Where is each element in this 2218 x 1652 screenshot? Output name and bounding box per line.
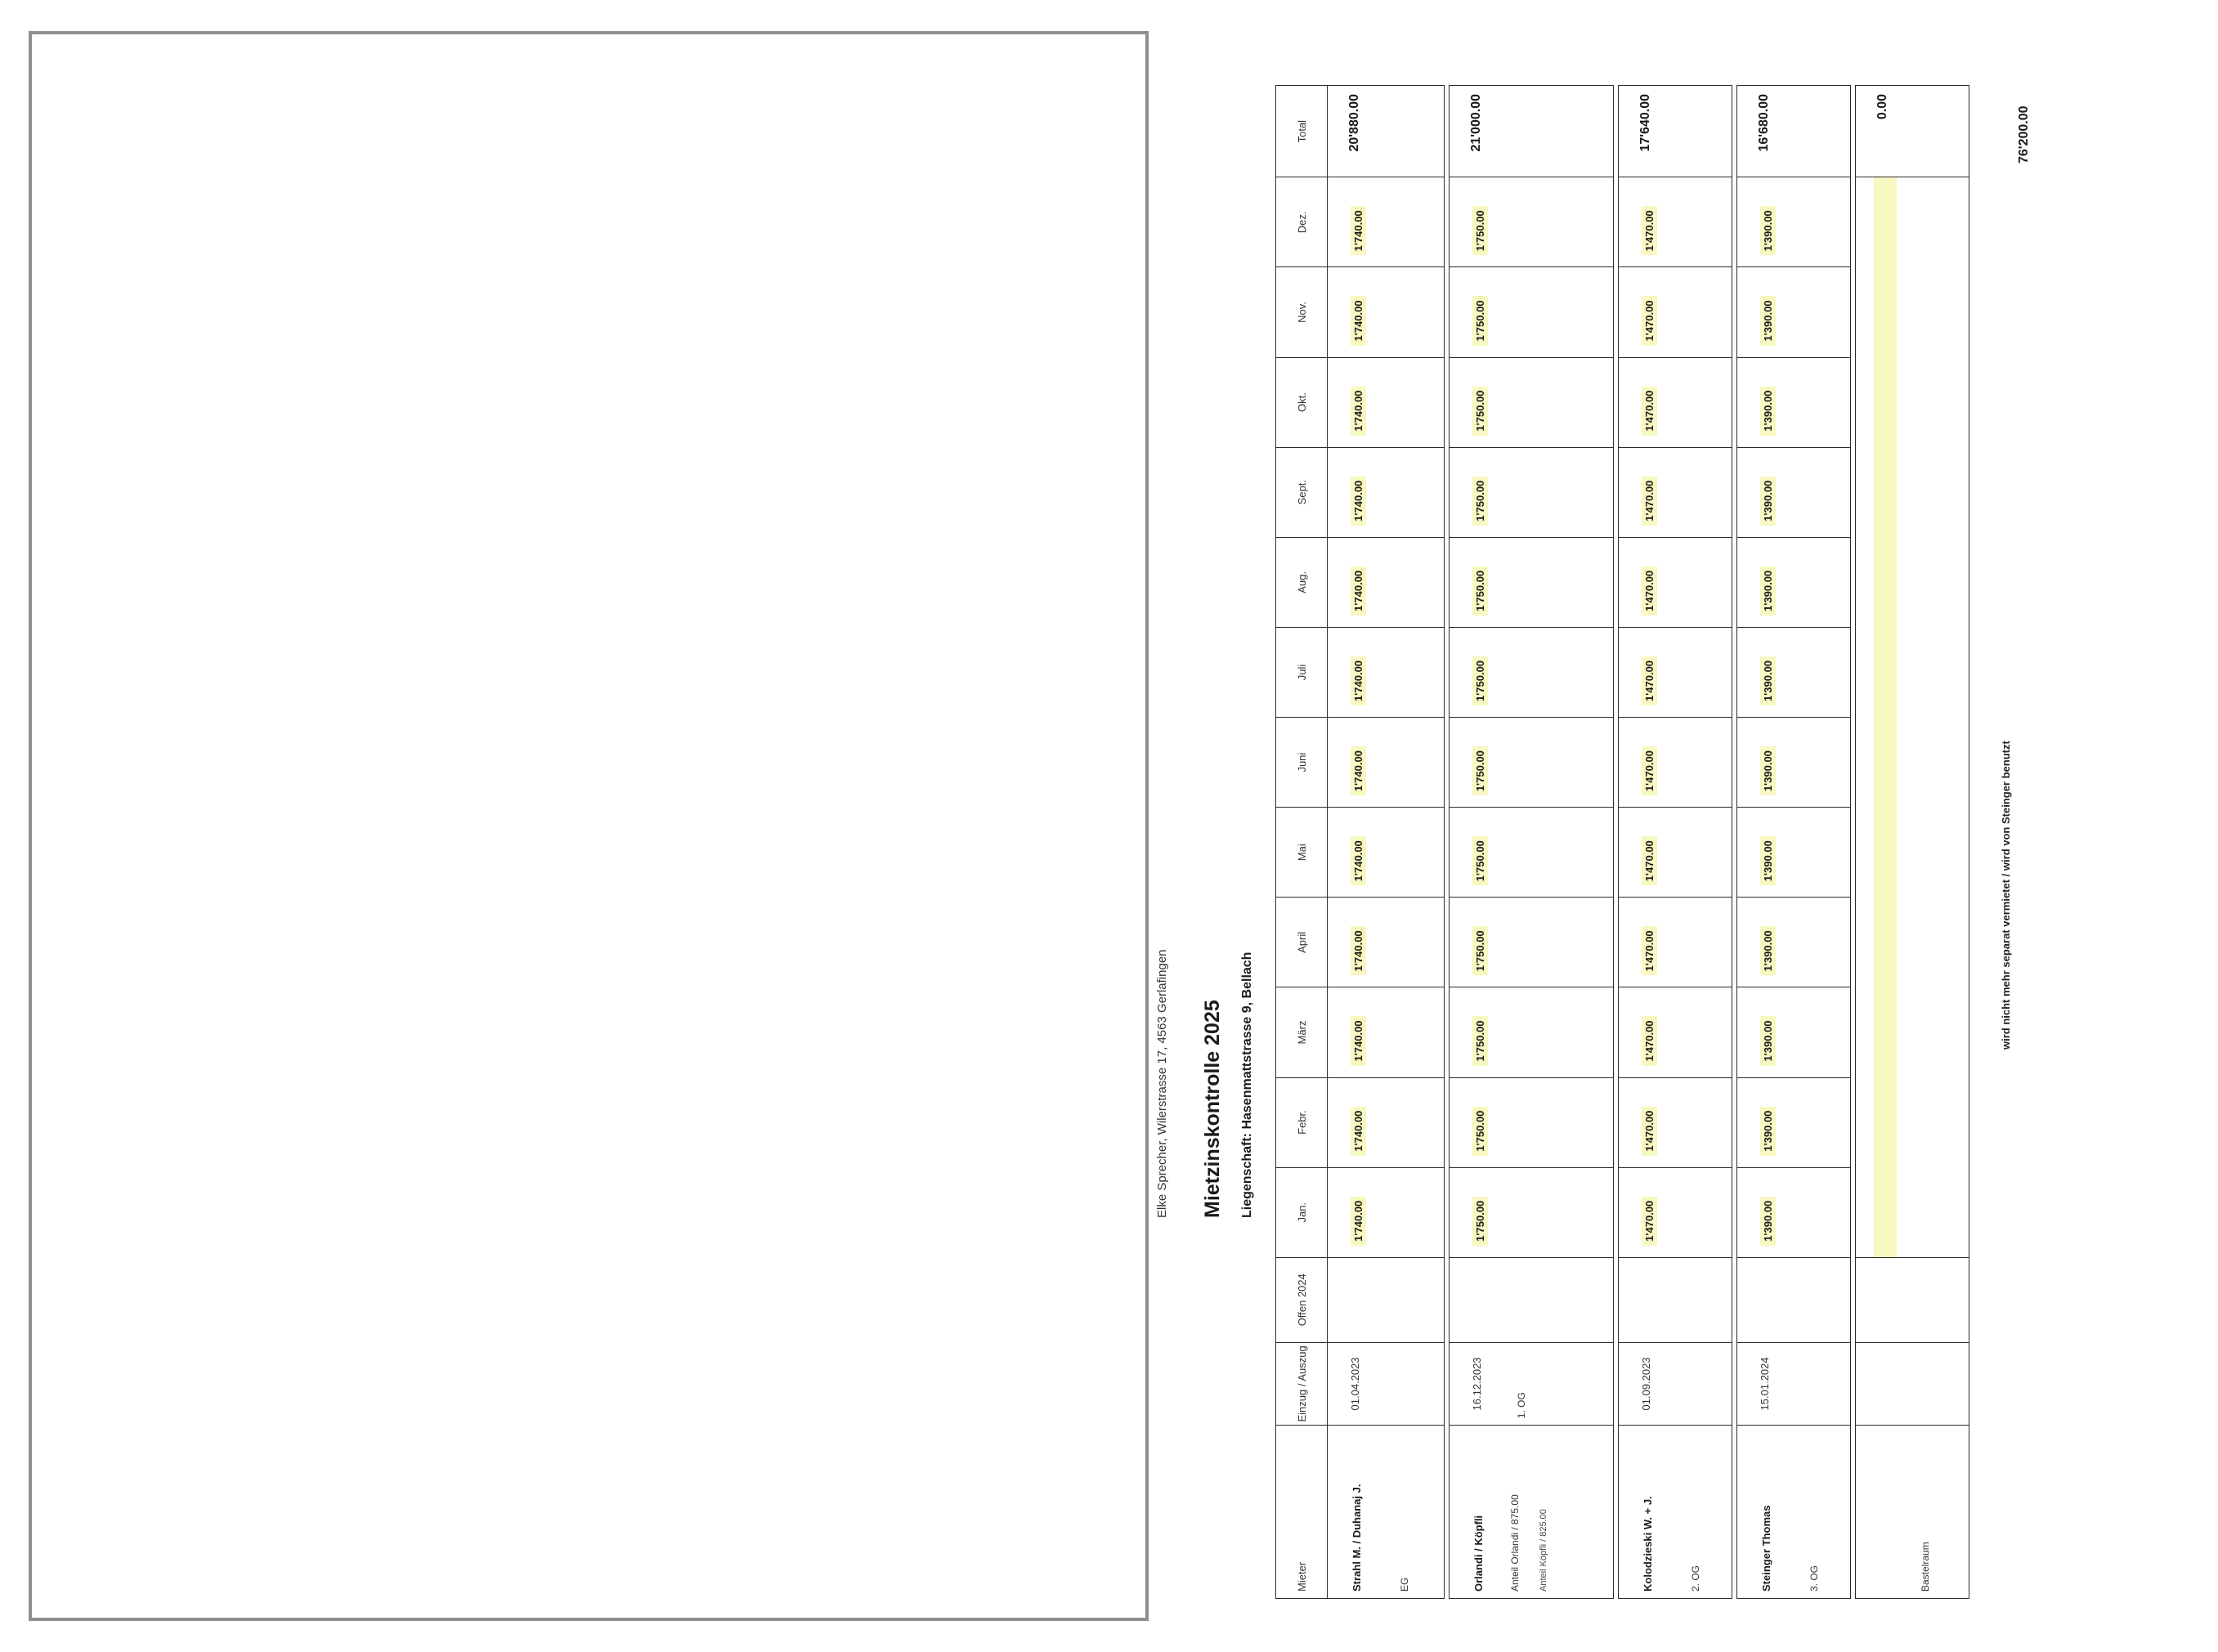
date-cell (1450, 1342, 1614, 1426)
month-value: 1'740.00 (1351, 656, 1366, 705)
month-cell (1328, 447, 1445, 537)
page-frame (29, 31, 2031, 1621)
tenant-share: Anteil Köpfli / 825.00 (1539, 1509, 1548, 1592)
col-mar: März (1276, 987, 1328, 1077)
month-cell (1328, 1167, 1445, 1257)
month-cell (1737, 898, 1851, 987)
month-cell (1737, 267, 1851, 357)
month-value: 1'390.00 (1760, 296, 1776, 345)
month-cell (1619, 177, 1732, 267)
month-cell (1450, 898, 1614, 987)
bastelraum-note: wird nicht mehr separat vermietet / wird von Steinger benutzt (2000, 741, 2012, 1050)
month-cell (1619, 1077, 1732, 1167)
month-cell (1450, 627, 1614, 717)
row-total: 16'680.00 (1737, 86, 1851, 177)
tenant-share: Anteil Orlandi / 875.00 (1509, 1494, 1521, 1592)
col-jun: Juni (1276, 718, 1328, 808)
tenant-cell (1856, 1426, 1969, 1599)
date-cell (1856, 1342, 1969, 1426)
table-row (1737, 86, 1851, 1599)
offen-cell (1619, 1257, 1732, 1342)
month-cell (1450, 987, 1614, 1077)
header-row (1276, 86, 1328, 1599)
month-value: 1'740.00 (1351, 1107, 1366, 1156)
col-jul: Juli (1276, 627, 1328, 717)
month-cell (1619, 267, 1732, 357)
tenant-name: Kolodzieski W. + J. (1642, 1496, 1654, 1592)
month-value: 1'750.00 (1472, 656, 1488, 705)
month-cell (1328, 987, 1445, 1077)
row-total: 21'000.00 (1450, 86, 1614, 177)
tenant-name: Steinger Thomas (1760, 1505, 1772, 1592)
tenant-cell (1450, 1426, 1614, 1599)
month-value: 1'390.00 (1760, 1197, 1776, 1246)
tenant-name: Strahl M. / Duhanaj J. (1351, 1484, 1363, 1592)
col-dec: Dez. (1276, 177, 1328, 267)
rotated-page (1155, 44, 2218, 1618)
table-row (1856, 86, 1969, 1599)
month-cell (1450, 1077, 1614, 1167)
month-value: 1'740.00 (1351, 1197, 1366, 1246)
month-cell (1737, 357, 1851, 447)
offen-cell (1737, 1257, 1851, 1342)
month-value: 1'470.00 (1642, 1016, 1657, 1065)
tenant-cell (1328, 1426, 1445, 1599)
month-value: 1'390.00 (1760, 566, 1776, 616)
month-cell (1737, 177, 1851, 267)
month-cell (1737, 987, 1851, 1077)
month-value: 1'740.00 (1351, 836, 1366, 885)
col-nov: Nov. (1276, 267, 1328, 357)
month-value: 1'470.00 (1642, 1197, 1657, 1246)
row-total: 20'880.00 (1328, 86, 1445, 177)
sender-address: Elke Sprecher, Wilerstrasse 17, 4563 Gerlafingen (1155, 949, 1169, 1218)
rent-table (1275, 85, 1969, 1599)
date-cell (1619, 1342, 1732, 1426)
month-value: 1'740.00 (1351, 387, 1366, 436)
table-row (1328, 86, 1445, 1599)
month-value: 1'470.00 (1642, 656, 1657, 705)
month-cell (1737, 1167, 1851, 1257)
table-row (1450, 86, 1614, 1599)
col-einzug: Einzug / Auszug (1276, 1342, 1328, 1426)
month-value: 1'740.00 (1351, 1016, 1366, 1065)
month-value: 1'740.00 (1351, 477, 1366, 526)
col-mieter: Mieter (1276, 1426, 1328, 1599)
month-cell (1619, 447, 1732, 537)
month-cell (1328, 267, 1445, 357)
month-value: 1'470.00 (1642, 477, 1657, 526)
col-may: Mai (1276, 808, 1328, 898)
month-value: 1'390.00 (1760, 746, 1776, 795)
month-cell (1450, 537, 1614, 627)
unused-month-cells (1856, 177, 1969, 1258)
month-cell (1619, 357, 1732, 447)
col-sep: Sept. (1276, 447, 1328, 537)
move-date: 16.12.2023 (1471, 1357, 1483, 1411)
month-cell (1328, 1077, 1445, 1167)
month-value: 1'390.00 (1760, 477, 1776, 526)
month-cell (1450, 718, 1614, 808)
table-row (1619, 86, 1732, 1599)
month-cell (1737, 447, 1851, 537)
month-value: 1'750.00 (1472, 387, 1488, 436)
month-value: 1'750.00 (1472, 566, 1488, 616)
month-value: 1'740.00 (1351, 926, 1366, 975)
month-value: 1'470.00 (1642, 836, 1657, 885)
month-value: 1'750.00 (1472, 926, 1488, 975)
move-date: 15.01.2024 (1759, 1357, 1771, 1411)
month-value: 1'470.00 (1642, 1107, 1657, 1156)
month-cell (1450, 177, 1614, 267)
tenant-cell (1737, 1426, 1851, 1599)
month-value: 1'470.00 (1642, 926, 1657, 975)
month-value: 1'750.00 (1472, 1197, 1488, 1246)
offen-cell (1856, 1257, 1969, 1342)
month-cell (1450, 808, 1614, 898)
tenant-floor: EG (1399, 1577, 1410, 1592)
month-cell (1737, 1077, 1851, 1167)
date-cell (1328, 1342, 1445, 1426)
month-cell (1450, 447, 1614, 537)
tenant-cell (1619, 1426, 1732, 1599)
month-cell (1737, 718, 1851, 808)
month-cell (1328, 898, 1445, 987)
month-cell (1619, 1167, 1732, 1257)
month-value: 1'470.00 (1642, 746, 1657, 795)
month-cell (1328, 808, 1445, 898)
month-cell (1737, 537, 1851, 627)
col-oct: Okt. (1276, 357, 1328, 447)
month-cell (1619, 627, 1732, 717)
col-aug: Aug. (1276, 537, 1328, 627)
tenant-floor: 1. OG (1516, 1392, 1527, 1419)
month-cell (1737, 808, 1851, 898)
month-value: 1'750.00 (1472, 1107, 1488, 1156)
move-date: 01.09.2023 (1640, 1357, 1652, 1411)
month-cell (1619, 718, 1732, 808)
property-line: Liegenschaft: Hasenmattstrasse 9, Bellach (1240, 951, 1254, 1218)
month-cell (1619, 537, 1732, 627)
month-value: 1'740.00 (1351, 296, 1366, 345)
month-cell (1328, 357, 1445, 447)
row-total: 17'640.00 (1619, 86, 1732, 177)
month-value: 1'750.00 (1472, 296, 1488, 345)
col-offen: Offen 2024 (1276, 1257, 1328, 1342)
month-value: 1'390.00 (1760, 387, 1776, 436)
tenant-floor: 2. OG (1690, 1565, 1701, 1592)
month-cell (1328, 177, 1445, 267)
tenant-name: Orlandi / Köpfli (1472, 1515, 1485, 1592)
move-date: 01.04.2023 (1349, 1357, 1361, 1411)
month-value: 1'740.00 (1351, 566, 1366, 616)
col-feb: Febr. (1276, 1077, 1328, 1167)
col-apr: April (1276, 898, 1328, 987)
month-value: 1'470.00 (1642, 566, 1657, 616)
month-cell (1328, 537, 1445, 627)
month-value: 1'470.00 (1642, 387, 1657, 436)
month-value: 1'750.00 (1472, 1016, 1488, 1065)
month-value: 1'390.00 (1760, 926, 1776, 975)
month-value: 1'740.00 (1351, 746, 1366, 795)
month-cell (1450, 267, 1614, 357)
month-value: 1'750.00 (1472, 746, 1488, 795)
month-cell (1450, 1167, 1614, 1257)
tenant-floor: 3. OG (1808, 1565, 1820, 1592)
month-value: 1'750.00 (1472, 836, 1488, 885)
tenant-name: Bastelraum (1920, 1542, 1931, 1592)
offen-cell (1328, 1257, 1445, 1342)
month-value: 1'750.00 (1472, 206, 1488, 255)
month-value: 1'390.00 (1760, 206, 1776, 255)
month-value: 1'390.00 (1760, 656, 1776, 705)
month-value: 1'390.00 (1760, 1107, 1776, 1156)
month-value: 1'390.00 (1760, 1016, 1776, 1065)
grand-total: 76'200.00 (2017, 105, 2031, 163)
month-value: 1'390.00 (1760, 836, 1776, 885)
month-cell (1450, 357, 1614, 447)
month-value: 1'740.00 (1351, 206, 1366, 255)
date-cell (1737, 1342, 1851, 1426)
month-cell (1328, 627, 1445, 717)
month-value: 1'750.00 (1472, 477, 1488, 526)
month-value: 1'470.00 (1642, 206, 1657, 255)
month-cell (1619, 808, 1732, 898)
page-title: Mietzinskontrolle 2025 (1201, 1000, 1224, 1218)
month-cell (1328, 718, 1445, 808)
month-value: 1'470.00 (1642, 296, 1657, 345)
highlight-band (1874, 177, 1897, 1257)
col-jan: Jan. (1276, 1167, 1328, 1257)
row-total: 0.00 (1856, 86, 1969, 177)
month-cell (1737, 627, 1851, 717)
month-cell (1619, 898, 1732, 987)
col-total: Total (1276, 86, 1328, 177)
month-cell (1619, 987, 1732, 1077)
offen-cell (1450, 1257, 1614, 1342)
